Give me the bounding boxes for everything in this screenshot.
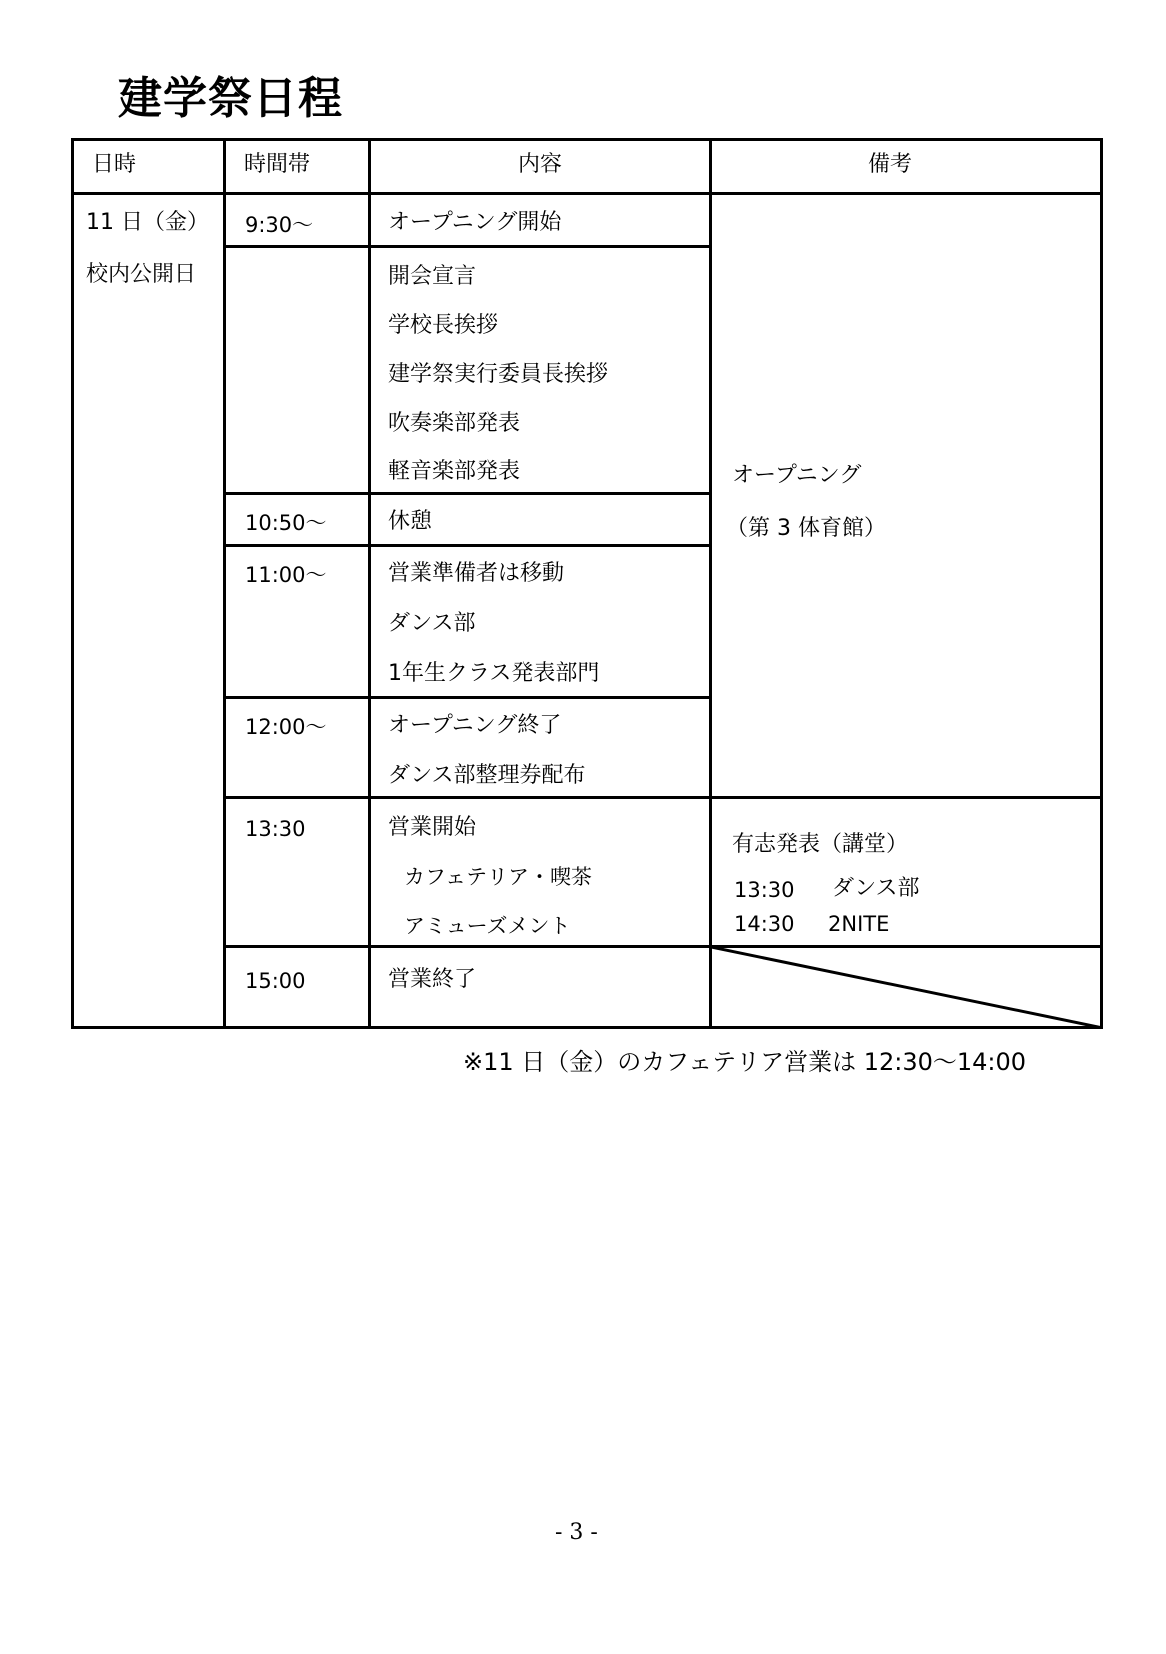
- remark-opening: オープニング: [732, 463, 862, 488]
- time-slot: 10:50～: [245, 511, 327, 535]
- remark-volunteer-time: 13:30: [734, 878, 795, 902]
- content-item: 休憩: [388, 509, 433, 534]
- remark-volunteer-name: ダンス部: [832, 876, 920, 901]
- content-item: カフェテリア・喫茶: [404, 865, 592, 889]
- content-item: ダンス部: [388, 611, 476, 636]
- page-number: - 3 -: [555, 1520, 598, 1545]
- content-item: 建学祭実行委員長挨拶: [388, 362, 609, 387]
- content-item: 吹奏楽部発表: [388, 411, 521, 436]
- header-date: 日時: [92, 152, 137, 177]
- table-divider: [223, 138, 226, 1029]
- content-item: 営業終了: [388, 967, 477, 992]
- footnote: ※11 日（金）のカフェテリア営業は 12:30～14:00: [463, 1048, 1027, 1076]
- content-item: オープニング開始: [388, 210, 562, 235]
- content-item: 開会宣言: [388, 264, 477, 289]
- table-divider: [368, 138, 371, 1029]
- empty-cell-slash: [711, 946, 1103, 1029]
- remark-opening-venue: （第 3 体育館）: [726, 516, 886, 541]
- table-divider: [223, 245, 712, 248]
- remark-volunteer-name: 2NITE: [828, 912, 890, 936]
- content-item: 学校長挨拶: [388, 313, 499, 338]
- header-remarks: 備考: [867, 152, 913, 177]
- time-slot: 15:00: [245, 969, 306, 993]
- remark-volunteer-time: 14:30: [734, 912, 795, 936]
- header-time: 時間帯: [244, 152, 311, 177]
- header-content: 内容: [517, 152, 563, 177]
- content-item: 営業準備者は移動: [388, 561, 565, 586]
- remark-volunteer-title: 有志発表（講堂）: [732, 832, 909, 857]
- content-item: オープニング終了: [388, 713, 562, 738]
- content-item: ダンス部整理券配布: [388, 763, 586, 788]
- page-title: 建学祭日程: [118, 73, 343, 124]
- table-divider: [71, 192, 1103, 195]
- date-label: 校内公開日: [86, 262, 197, 287]
- content-item: 営業開始: [388, 815, 477, 840]
- time-slot: 9:30～: [245, 213, 314, 237]
- table-divider: [223, 796, 1103, 799]
- content-item: 1年生クラス発表部門: [388, 661, 600, 686]
- time-slot: 12:00～: [245, 715, 327, 739]
- table-divider: [223, 492, 712, 495]
- time-slot: 13:30: [245, 817, 306, 841]
- table-divider: [223, 544, 712, 547]
- table-divider: [709, 138, 712, 1029]
- table-divider: [223, 696, 712, 699]
- time-slot: 11:00～: [245, 563, 327, 587]
- date-day: 11 日（金）: [86, 210, 209, 235]
- content-item: アミューズメント: [404, 914, 571, 938]
- content-item: 軽音楽部発表: [388, 459, 521, 484]
